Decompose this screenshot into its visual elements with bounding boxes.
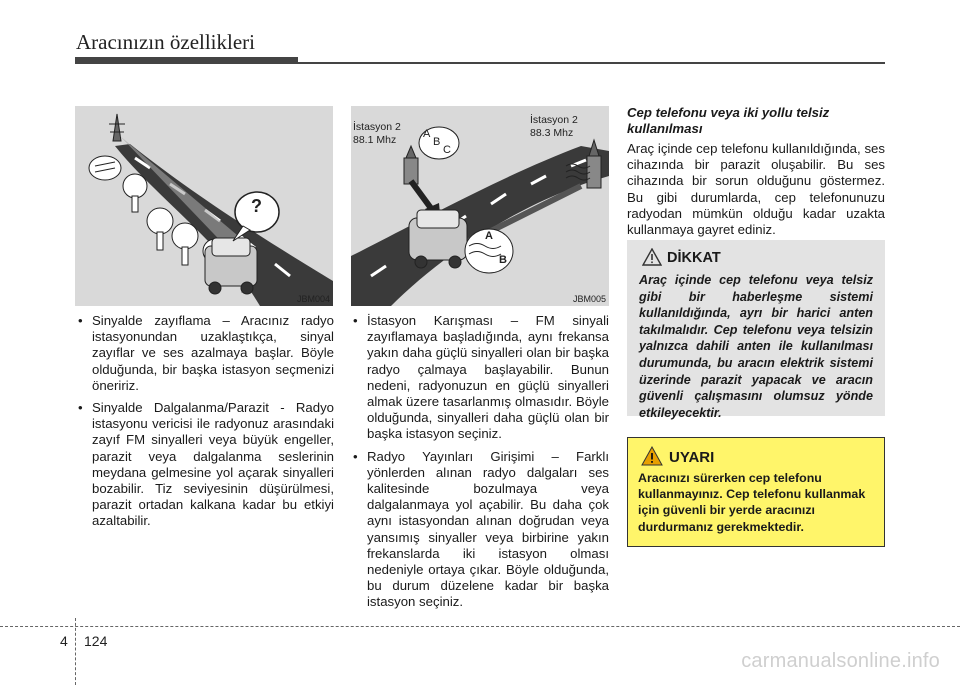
section-title: Aracınızın özellikleri <box>76 30 256 54</box>
letter-b-bottom: B <box>499 254 507 266</box>
caution-icon <box>642 248 662 266</box>
bullet-signal-fading: • Sinyalde zayıflama – Aracınız radyo istasyonundan uzaklaştıkça, sinyal zayıflar ve ses azalmaya başlar. Böyle olduğunda, bir başka istasyon seçmenizi öneririz. <box>76 313 334 394</box>
watermark: carmanualsonline.info <box>741 650 940 672</box>
page-number: 124 <box>84 633 108 649</box>
figure-signal-fading <box>75 106 333 306</box>
caution-text: Araç içinde cep telefonu veya telsiz gibi bir haberleşme sistemi kullanıldığında, ayrı bir harici anten takılmalıdır. Cep telefonu veya telsizin yalnızca dahili anten ile kullanılması durumunda, bu aracın elektrik sistemi üzerinde parazit yapacak ve aracın güvenli çalışmasını olumsuz yönde etkileyecektir. <box>639 273 873 420</box>
station-left-label: İstasyon 2 88.1 Mhz <box>353 121 401 146</box>
section-heading: Cep telefonu veya iki yollu telsiz kullanılması <box>627 105 830 136</box>
figure-station-interference <box>351 106 609 306</box>
chapter-number: 4 <box>60 633 68 649</box>
bullet-station-interference: • İstasyon Karışması – FM sinyali zayıflamaya başladığında, aynı frekansa yakın daha güçlü sinyalleri olan bir başka radyo çalmaya başlayabilir. Bunun nedeni, radyonuzun en güçlü sinyalleri almak üzere tasarlanmış olmasıdır. Böyle olduğunda, sinyalleri daha güçlü olan bir başka istasyon seçiniz. <box>351 313 609 443</box>
bullet-broadcast-interference: • Radyo Yayınları Girişimi – Farklı yönlerden alınan radyo dalgaları ses kalitesinde bozulmaya veya dalgalanmaya yol açabilir. Bu daha çok aynı istasyondan alınan doğrudan veya yansımış sinyaller veya birbirine yakın frekanslarda iki istasyon olması nedeniyle ortaya çıkar. Böyle olduğunda, bu durum düzelene kadar bir başka istasyon seçiniz. <box>351 449 609 611</box>
letter-c: C <box>443 144 451 156</box>
column-1 <box>76 313 334 536</box>
header-rule <box>298 62 885 64</box>
footer-rule <box>0 626 960 627</box>
warning-text: Aracınızı sürerken cep telefonu kullanmayınız. Cep telefonu kullanmak için güvenli bir yerde aracınızı durdurmanız gerekmektedir. <box>638 471 866 534</box>
question-mark: ? <box>251 196 262 216</box>
figure-code: JBM004 <box>296 294 330 304</box>
letter-a-bottom: A <box>485 230 493 242</box>
letter-a: A <box>423 128 431 140</box>
caution-title: DİKKAT <box>667 250 721 266</box>
caution-box <box>627 240 885 420</box>
letter-b: B <box>433 136 441 148</box>
station-right-label: İstasyon 2 88.3 Mhz <box>530 114 578 139</box>
section-body: Araç içinde cep telefonu kullanıldığında, ses cihazında bir parazit oluşabilir. Bu ses cihazında bir sorun olduğunu göstermez. Bu gibi durumlarda, cep telefonunuzu radyodan mümkün olduğu kadar uzakta kullanmaya gayret ediniz. <box>627 141 885 238</box>
figure-code: JBM005 <box>572 294 606 304</box>
warning-icon <box>641 446 663 466</box>
signal-fading-illustration <box>75 106 333 306</box>
warning-title: UYARI <box>669 449 715 466</box>
footer-divider <box>75 618 76 685</box>
column-2 <box>351 313 609 617</box>
warning-box <box>627 437 885 547</box>
bullet-signal-fluctuation: • Sinyalde Dalgalanma/Parazit - Radyo istasyonu vericisi ile radyonuz arasındaki zayıf FM sinyalleri veya büyük engeller, parazit veya dalgalanma seslerinin meydana gelmesine yol açarak sinyalleri bozabilir. Tiz seviyesinin düşürülmesi, parazit ortadan kalkana kadar bu etkiyi azaltabilir. <box>76 400 334 530</box>
header-bar <box>75 57 298 64</box>
